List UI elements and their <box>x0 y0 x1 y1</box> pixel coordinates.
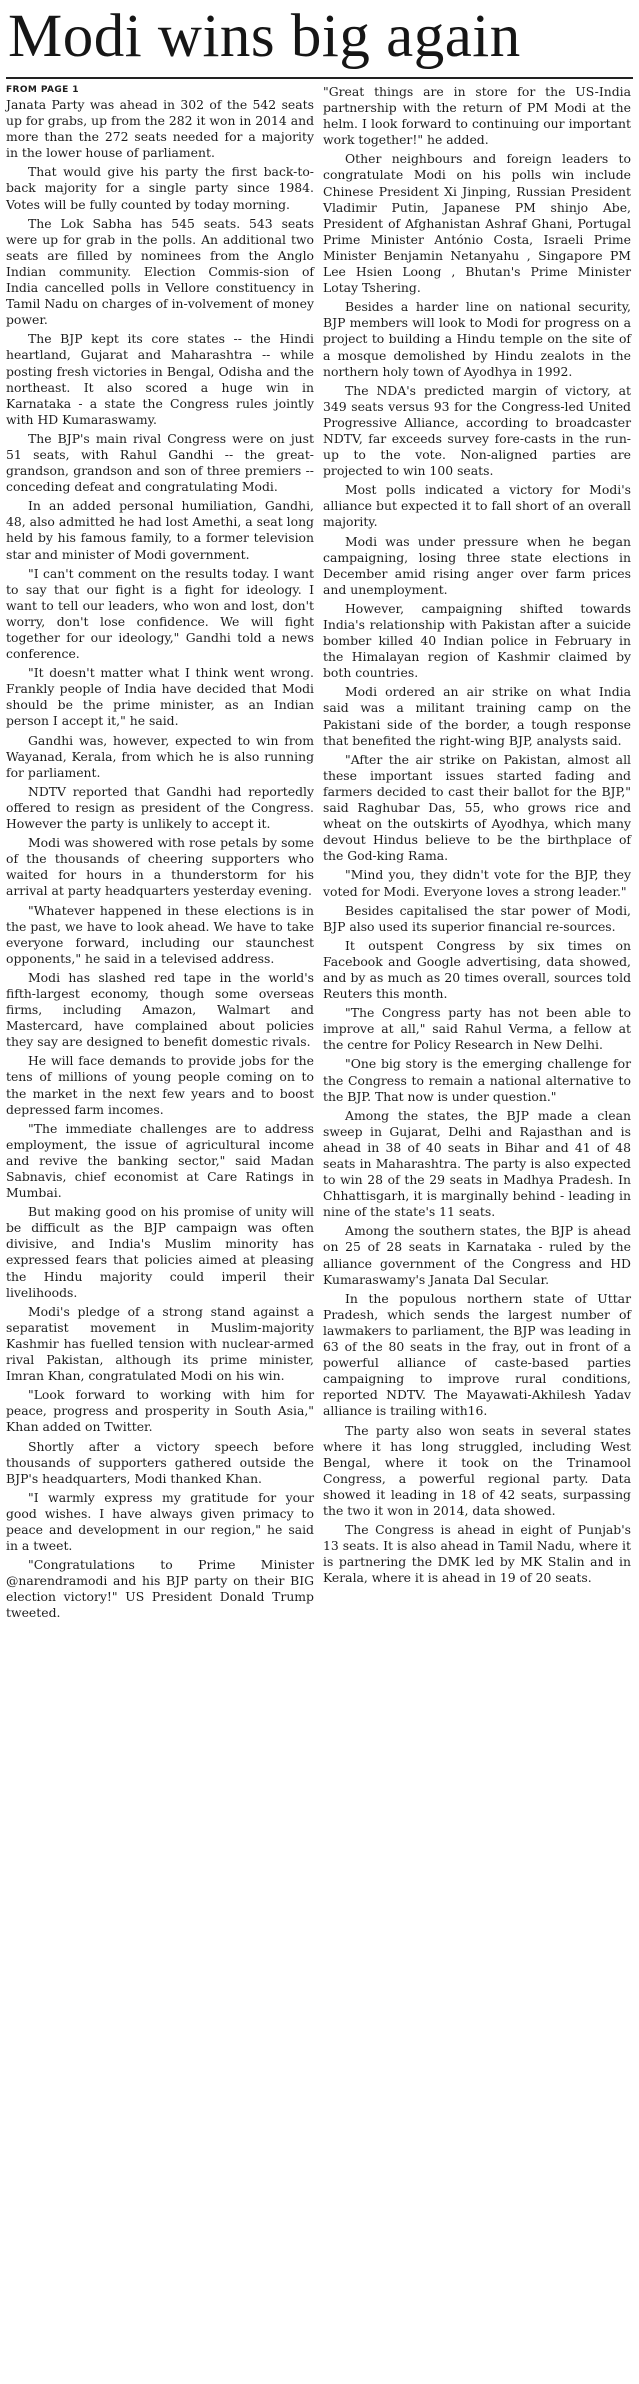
article-paragraph: Modi was under pressure when he began campaigning, losing three state elections in December amid rising anger over farm prices and unemployment. <box>323 533 631 597</box>
article-paragraph: Modi has slashed red tape in the world's fifth-largest economy, though some overseas firms, including Amazon, Walmart and Mastercard, have complained about policies they say are designed to benefit domestic rivals. <box>6 969 314 1050</box>
article-paragraph: Most polls indicated a victory for Modi's alliance but expected it to fall short of an overall majority. <box>323 482 631 530</box>
article-paragraph: The Congress is ahead in eight of Punjab's 13 seats. It is also ahead in Tamil Nadu, where it is partnering the DMK led by MK Stalin and in Kerala, where it is ahead in 19 of 20 seats. <box>323 1522 631 1586</box>
article-paragraph: Shortly after a victory speech before thousands of supporters gathered outside the BJP's headquarters, Modi thanked Khan. <box>6 1438 314 1486</box>
article-paragraph: The NDA's predicted margin of victory, at 349 seats versus 93 for the Congress-led United Progressive Alliance, according to broadcaster NDTV, far exceeds survey fore-casts in the run-up to the vote. Non-aligned parties are projected to win 100 seats. <box>323 382 631 479</box>
headline: Modi wins big again <box>8 3 521 70</box>
article-paragraph: "I warmly express my gratitude for your good wishes. I have always given primacy to peace and development in our region," he said in a tweet. <box>6 1489 314 1554</box>
article-paragraph: But making good on his promise of unity will be difficult as the BJP campaign was often divisive, and India's Muslim minority has expressed fears that policies aimed at pleasing the Hindu majority could imperil their livelihoods. <box>6 1204 314 1300</box>
article-paragraph: The BJP's main rival Congress were on just 51 seats, with Rahul Gandhi -- the great-grandson, grandson and son of three premiers -- conceding defeat and congratulating Modi. <box>6 430 314 495</box>
headline-rule <box>6 77 633 79</box>
article-paragraph: "Look forward to working with him for peace, progress and prosperity in South Asia," Khan added on Twitter. <box>6 1387 314 1435</box>
article-columns <box>6 84 633 1625</box>
article-paragraph: "Congratulations to Prime Minister @narendramodi and his BJP party on their BIG election victory!" US President Donald Trump tweeted. <box>6 1557 314 1621</box>
article-paragraph: "Mind you, they didn't vote for the BJP, they voted for Modi. Everyone loves a strong leader." <box>323 867 631 899</box>
article-paragraph: Modi ordered an air strike on what India said was a militant training camp on the Pakistani side of the border, a tough response that benefited the right-wing BJP, analysts said. <box>323 684 631 748</box>
article-paragraph: Gandhi was, however, expected to win from Wayanad, Kerala, from which he is also running for parliament. <box>6 732 314 780</box>
article-paragraph: The party also won seats in several states where it has long struggled, including West Bengal, where it took on the Trinamool Congress, a powerful regional party. Data showed it leading in 18 of 42 seats, surpassing the two it won in 2014, data showed. <box>323 1422 631 1518</box>
article-paragraph: "The Congress party has not been able to improve at all," said Rahul Verma, a fellow at the centre for Policy Research in New Delhi. <box>323 1005 631 1053</box>
article-paragraph: That would give his party the first back-to-back majority for a single party since 1984. Votes will be fully counted by today morning. <box>6 164 314 212</box>
right-column <box>323 84 631 1589</box>
article-paragraph: Other neighbours and foreign leaders to congratulate Modi on his polls win include Chinese President Xi Jinping, Russian President Vladimir Putin, Japanese PM shinjo Abe, President of Afghanistan Ashraf Ghani, Portugal Prime Minister António Costa, Israeli Prime Minister Benjamin Netanyahu , Singapore PM Lee Hsien Loong , Bhutan's Prime Minister Lotay Tshering. <box>323 151 631 296</box>
article-paragraph: "After the air strike on Pakistan, almost all these important issues started fading and farmers decided to cast their ballot for the BJP," said Raghubar Das, 55, who grows rice and wheat on the outskirts of Ayodhya, which many devout Hindus believe to be the birthplace of the God-king Rama. <box>323 751 631 864</box>
article-paragraph: Besides a harder line on national security, BJP members will look to Modi for progress on a project to building a Hindu temple on the site of a mosque demolished by Hindu zealots in the northern holy town of Ayodhya in 1992. <box>323 299 631 379</box>
article-paragraph: Modi was showered with rose petals by some of the thousands of cheering supporters who waited for hours in a thunderstorm for his arrival at party headquarters yesterday evening. <box>6 835 314 899</box>
article-paragraph: It outspent Congress by six times on Facebook and Google advertising, data showed, and by as much as 20 times overall, sources told Reuters this month. <box>323 937 631 1002</box>
article-paragraph: "The immediate challenges are to address employment, the issue of agricultural income and revive the banking sector," said Madan Sabnavis, chief economist at Care Ratings in Mumbai. <box>6 1120 314 1201</box>
article-paragraph: "I can't comment on the results today. I want to say that our fight is a fight for ideology. I want to tell our leaders, who won and lost, don't worry, don't lose confidence. We will fight together for our ideology," Gandhi told a news conference. <box>6 565 314 662</box>
article-paragraph: NDTV reported that Gandhi had reportedly offered to resign as president of the Congress. However the party is unlikely to accept it. <box>6 783 314 832</box>
article-paragraph: "One big story is the emerging challenge for the Congress to remain a national alternative to the BJP. That now is under question." <box>323 1056 631 1104</box>
article-paragraph: The Lok Sabha has 545 seats. 543 seats were up for grab in the polls. An additional two seats are filled by nominees from the Anglo Indian community. Election Commis-sion of India cancelled polls in Vellore constituency in Tamil Nadu on charges of in-volvement of money power. <box>6 215 314 328</box>
article-paragraph: Besides capitalised the star power of Modi, BJP also used its superior financial re-sources. <box>323 902 631 934</box>
article-paragraph: He will face demands to provide jobs for the tens of millions of young people coming on to the market in the next few years and to boost depressed farm incomes. <box>6 1053 314 1117</box>
article-paragraph: The BJP kept its core states -- the Hindi heartland, Gujarat and Maharashtra -- while posting fresh victories in Bengal, Odisha and the northeast. It also scored a huge win in Karnataka - a state the Congress rules jointly with HD Kumaraswamy. <box>6 331 314 427</box>
article-paragraph: Among the states, the BJP made a clean sweep in Gujarat, Delhi and Rajasthan and is ahead in 38 of 40 seats in Bihar and 41 of 48 seats in Maharashtra. The party is also expected to win 28 of the 29 seats in Madhya Pradesh. In Chhattisgarh, it is marginally behind - leading in nine of the state's 11 seats. <box>323 1107 631 1220</box>
left-column <box>6 84 314 1625</box>
article-paragraph: In the populous northern state of Uttar Pradesh, which sends the largest number of lawmakers to parliament, the BJP was leading in 63 of the 80 seats in the fray, out in front of a powerful alliance of caste-based parties campaigning to improve rural conditions, reported NDTV. The Mayawati-Akhilesh Yadav alliance is trailing with16. <box>323 1290 631 1419</box>
article-paragraph: Modi's pledge of a strong stand against a separatist movement in Muslim-majority Kashmir has fuelled tension with nuclear-armed rival Pakistan, although its prime minister, Imran Khan, congratulated Modi on his win. <box>6 1303 314 1384</box>
article-paragraph: However, campaigning shifted towards India's relationship with Pakistan after a suicide bomber killed 40 Indian police in February in the Himalayan region of Kashmir claimed by both countries. <box>323 600 631 681</box>
article-paragraph: Janata Party was ahead in 302 of the 542 seats up for grabs, up from the 282 it won in 2014 and more than the 272 seats needed for a majority in the lower house of parliament. <box>6 97 315 161</box>
article-paragraph: "Whatever happened in these elections is in the past, we have to look ahead. We have to take everyone forward, including our staunchest opponents," he said in a televised address. <box>6 902 314 966</box>
article-paragraph: In an added personal humiliation, Gandhi, 48, also admitted he had lost Amethi, a seat long held by his famous family, to a former television star and minister of Modi government. <box>6 498 314 562</box>
article-paragraph: Among the southern states, the BJP is ahead on 25 of 28 seats in Karnataka - ruled by the alliance government of the Congress and HD Kumaraswamy's Janata Dal Secular. <box>323 1223 631 1287</box>
continuation-kicker: FROM PAGE 1 <box>6 85 79 95</box>
article-paragraph: "It doesn't matter what I think went wrong. Frankly people of India have decided that Modi should be the prime minister, as an Indian person I accept it," he said. <box>6 665 314 729</box>
article-paragraph: "Great things are in store for the US-India partnership with the return of PM Modi at the helm. I look forward to continuing our important work together!" he added. <box>323 84 631 148</box>
